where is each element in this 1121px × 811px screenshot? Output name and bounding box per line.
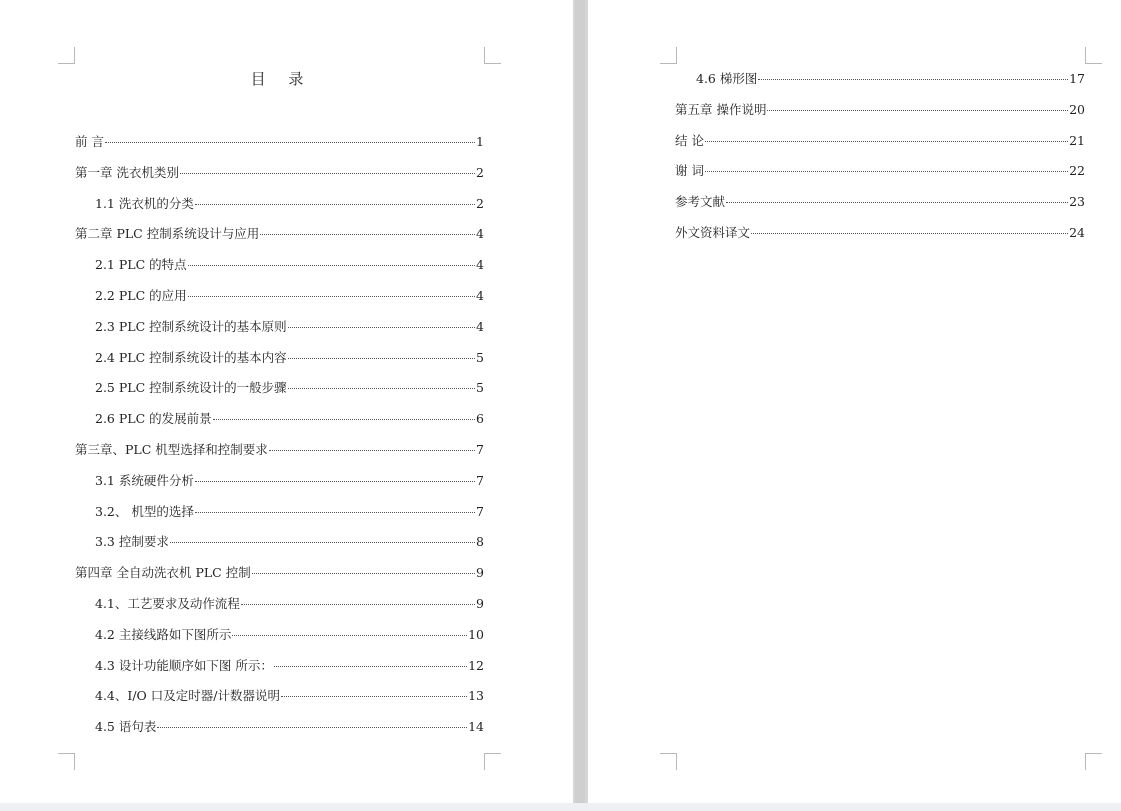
toc-entry-label: 3.1 系统硬件分析 [95, 472, 194, 488]
toc-dot-leader [252, 572, 475, 574]
toc-dot-leader [705, 170, 1068, 172]
toc-dot-leader [241, 603, 475, 605]
toc-entry-label: 前 言 [75, 134, 104, 149]
toc-entry-label: 谢 词 [675, 163, 704, 179]
toc-dot-leader [157, 726, 467, 728]
toc-dot-leader [274, 665, 467, 667]
toc-entry[interactable] [95, 533, 484, 551]
toc-entry-page-number: 21 [1069, 132, 1085, 148]
toc-entry-label: 3.3 控制要求 [95, 534, 169, 550]
toc-entry-page-number: 4 [476, 257, 484, 273]
toc-entry-page-number: 1 [476, 134, 484, 149]
toc-entry-page-number: 7 [476, 472, 484, 488]
margin-corner-mark [1085, 753, 1102, 770]
page-gutter [573, 0, 588, 803]
toc-dot-leader [288, 357, 475, 359]
toc-dot-leader [260, 233, 475, 235]
toc-entry-page-number: 8 [476, 534, 484, 550]
toc-entry-label: 2.4 PLC 控制系统设计的基本内容 [95, 349, 287, 365]
margin-corner-mark [1085, 47, 1102, 64]
toc-entry-page-number: 14 [468, 719, 484, 735]
toc-entry-label: 4.1、工艺要求及动作流程 [95, 596, 240, 611]
toc-entry-label: 外文资料译文 [675, 225, 751, 240]
toc-dot-leader [213, 418, 475, 420]
toc-entry-label: 第五章 操作说明 [675, 101, 767, 117]
toc-entry-page-number: 13 [468, 688, 484, 704]
toc-dot-leader [188, 264, 475, 266]
toc-entry[interactable] [95, 626, 484, 644]
toc-entry[interactable] [95, 287, 484, 305]
margin-corner-mark [484, 47, 501, 64]
toc-entry-page-number: 9 [476, 596, 484, 611]
toc-entry[interactable] [675, 224, 1085, 242]
toc-entry-page-number: 2 [476, 164, 484, 180]
toc-entry-label: 第一章 洗衣机类别 [75, 164, 179, 180]
toc-dot-leader [288, 326, 475, 328]
toc-entry[interactable] [95, 379, 484, 397]
margin-corner-mark [484, 753, 501, 770]
toc-dot-leader [758, 78, 1068, 80]
toc-dot-leader [767, 109, 1068, 111]
toc-entry[interactable] [696, 70, 1085, 88]
toc-entry[interactable] [95, 349, 484, 367]
toc-entry[interactable] [95, 657, 484, 675]
toc-dot-leader [281, 695, 467, 697]
toc-dot-leader [726, 201, 1068, 203]
toc-entry-page-number: 17 [1069, 71, 1085, 86]
toc-entry-label: 1.1 洗衣机的分类 [95, 195, 194, 211]
toc-entry-label: 4.6 梯形图 [696, 71, 758, 86]
toc-entry-page-number: 23 [1069, 194, 1085, 210]
toc-entry-label: 2.3 PLC 控制系统设计的基本原则 [95, 318, 287, 334]
document-page-right [588, 0, 1121, 803]
margin-corner-mark [58, 47, 75, 64]
scrollbar-thumb[interactable] [575, 0, 585, 803]
toc-entry[interactable] [95, 472, 484, 490]
toc-entry-page-number: 6 [476, 411, 484, 427]
toc-entry-label: 4.2 主接线路如下图所示 [95, 626, 232, 642]
toc-dot-leader [232, 634, 467, 636]
toc-entry[interactable] [675, 101, 1085, 119]
toc-entry[interactable] [95, 195, 484, 213]
toc-entry[interactable] [675, 193, 1085, 211]
toc-entry-label: 第二章 PLC 控制系统设计与应用 [75, 226, 260, 242]
toc-entry-label: 4.5 语句表 [95, 719, 157, 735]
margin-corner-mark [660, 47, 677, 64]
toc-entry-page-number: 7 [476, 442, 484, 457]
toc-entry-label: 2.1 PLC 的特点 [95, 257, 187, 273]
toc-entry[interactable] [95, 503, 484, 521]
toc-entry-label: 结 论 [675, 132, 704, 148]
toc-dot-leader [288, 387, 475, 389]
toc-dot-leader [195, 511, 475, 513]
toc-entry[interactable] [95, 595, 484, 613]
toc-entry-page-number: 4 [476, 318, 484, 334]
toc-entry-page-number: 9 [476, 565, 484, 581]
toc-dot-leader [195, 203, 475, 205]
toc-entry[interactable] [95, 318, 484, 336]
toc-entry[interactable] [75, 225, 484, 243]
toc-entry-page-number: 7 [476, 503, 484, 519]
toc-entry[interactable] [75, 164, 484, 182]
toc-entry-page-number: 10 [468, 626, 484, 642]
toc-entry[interactable] [675, 162, 1085, 180]
margin-corner-mark [58, 753, 75, 770]
toc-entry-page-number: 20 [1069, 101, 1085, 117]
toc-entry-page-number: 24 [1069, 225, 1085, 240]
margin-corner-mark [660, 753, 677, 770]
toc-dot-leader [269, 449, 475, 451]
toc-entry[interactable] [95, 687, 484, 705]
toc-entry-label: 2.2 PLC 的应用 [95, 288, 187, 303]
toc-entry[interactable] [95, 256, 484, 274]
toc-dot-leader [188, 295, 475, 297]
toc-entry[interactable] [75, 564, 484, 582]
toc-entry-label: 4.4、I/O 口及定时器/计数器说明 [95, 688, 280, 704]
toc-entry[interactable] [95, 718, 484, 736]
toc-entry-page-number: 4 [476, 226, 484, 242]
toc-entry-label: 参考文献 [675, 194, 726, 210]
toc-entry-label: 第四章 全自动洗衣机 PLC 控制 [75, 565, 251, 581]
toc-dot-leader [105, 141, 475, 143]
toc-dot-leader [170, 541, 475, 543]
toc-entry-page-number: 4 [476, 288, 484, 303]
toc-entry-label: 第三章、PLC 机型选择和控制要求 [75, 442, 268, 457]
toc-entry-page-number: 5 [476, 380, 484, 396]
toc-entry-label: 4.3 设计功能顺序如下图 所示： [95, 657, 273, 673]
toc-dot-leader [705, 140, 1068, 142]
toc-dot-leader [751, 232, 1068, 234]
toc-entry-page-number: 12 [468, 657, 484, 673]
toc-entry[interactable] [675, 132, 1085, 150]
toc-entry-page-number: 5 [476, 349, 484, 365]
toc-dot-leader [180, 172, 475, 174]
toc-title: 目 录 [250, 70, 306, 88]
status-strip [0, 803, 1121, 811]
toc-entry-label: 3.2、 机型的选择 [95, 503, 194, 519]
toc-entry-label: 2.5 PLC 控制系统设计的一般步骤 [95, 380, 287, 396]
toc-dot-leader [195, 480, 475, 482]
toc-entry-page-number: 22 [1069, 163, 1085, 179]
toc-entry[interactable] [75, 133, 484, 151]
toc-entry[interactable] [95, 410, 484, 428]
toc-entry[interactable] [75, 441, 484, 459]
toc-entry-label: 2.6 PLC 的发展前景 [95, 411, 212, 427]
toc-entry-page-number: 2 [476, 195, 484, 211]
